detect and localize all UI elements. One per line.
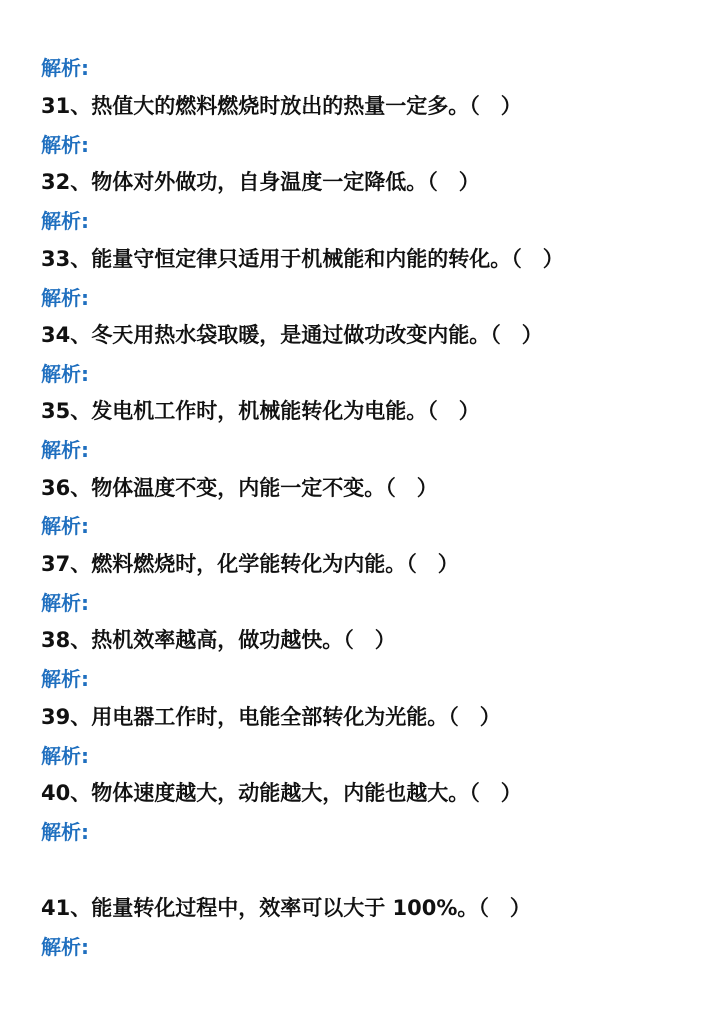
analysis-label-41: 解析: xyxy=(41,935,89,959)
question-34: 34、冬天用热水袋取暖，是通过做功改变内能。（ ） xyxy=(41,323,543,347)
analysis-label-34: 解析: xyxy=(41,362,89,386)
analysis-label-39: 解析: xyxy=(41,744,89,768)
question-39: 39、用电器工作时，电能全部转化为光能。（ ） xyxy=(41,705,501,729)
analysis-label-31: 解析: xyxy=(41,133,89,157)
question-36: 36、物体温度不变，内能一定不变。（ ） xyxy=(41,476,438,500)
analysis-label-30: 解析: xyxy=(41,56,89,80)
analysis-label-40: 解析: xyxy=(41,820,89,844)
question-37: 37、燃料燃烧时，化学能转化为内能。（ ） xyxy=(41,552,459,576)
analysis-label-38: 解析: xyxy=(41,667,89,691)
question-35: 35、发电机工作时，机械能转化为电能。（ ） xyxy=(41,399,480,423)
question-41: 41、能量转化过程中，效率可以大于 100%。（ ） xyxy=(41,896,531,920)
question-31: 31、热值大的燃料燃烧时放出的热量一定多。（ ） xyxy=(41,94,522,118)
analysis-label-36: 解析: xyxy=(41,514,89,538)
analysis-label-35: 解析: xyxy=(41,438,89,462)
question-38: 38、热机效率越高，做功越快。（ ） xyxy=(41,628,396,652)
question-32: 32、物体对外做功，自身温度一定降低。（ ） xyxy=(41,170,480,194)
question-40: 40、物体速度越大，动能越大，内能也越大。（ ） xyxy=(41,781,522,805)
question-33: 33、能量守恒定律只适用于机械能和内能的转化。（ ） xyxy=(41,247,564,271)
analysis-label-32: 解析: xyxy=(41,209,89,233)
analysis-label-37: 解析: xyxy=(41,591,89,615)
analysis-label-33: 解析: xyxy=(41,286,89,310)
